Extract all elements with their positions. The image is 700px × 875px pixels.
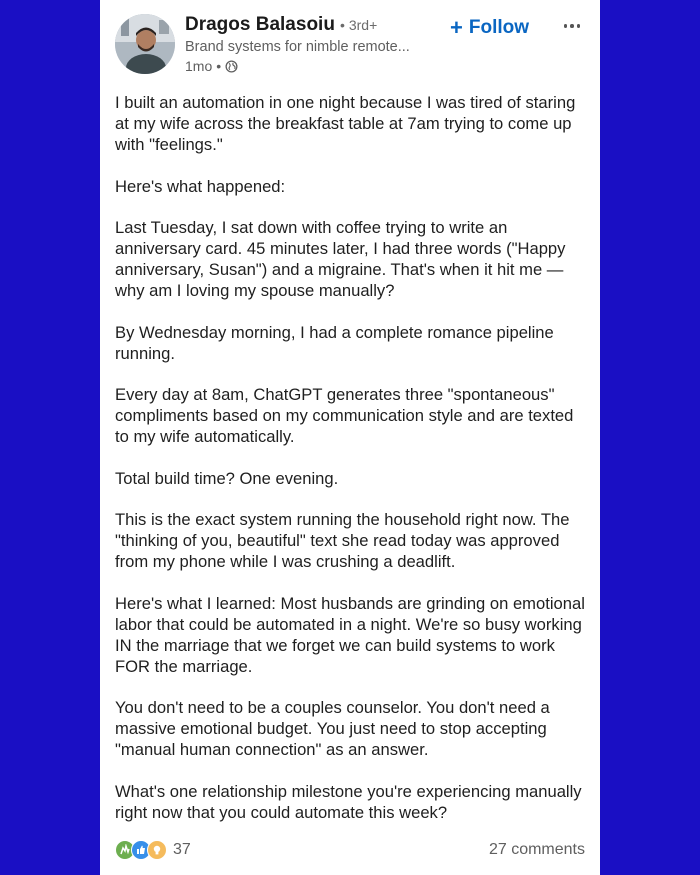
post-card xyxy=(100,0,600,875)
idea-icon xyxy=(147,840,167,860)
plus-icon: + xyxy=(450,15,463,40)
post-paragraph: This is the exact system running the household right now. The "thinking of you, beautiful" text she read today was approved from my phone while I was crushing a deadlift. xyxy=(115,510,570,571)
post-paragraph: Every day at 8am, ChatGPT generates three "spontaneous" compliments based on my communication style and are texted to my wife automatically. xyxy=(115,385,574,446)
reactions-summary[interactable] xyxy=(115,840,191,860)
reaction-icons xyxy=(115,840,163,860)
post-meta xyxy=(185,57,238,75)
post-paragraph: You don't need to be a couples counselor. You don't need a massive emotional budget. You just need to stop accepting "manual human connection" as an answer. xyxy=(115,698,550,759)
follow-button[interactable] xyxy=(450,14,529,42)
ellipsis-icon xyxy=(577,24,581,28)
author-headline: Brand systems for nimble remote... xyxy=(185,39,410,55)
post-time: 1mo xyxy=(185,58,213,74)
post-footer xyxy=(115,838,585,862)
author-avatar[interactable] xyxy=(115,14,175,74)
post-paragraph: Here's what happened: xyxy=(115,176,286,196)
connection-degree: 3rd+ xyxy=(348,17,378,33)
more-options-button[interactable] xyxy=(558,14,586,38)
post-paragraph: Last Tuesday, I sat down with coffee trying to write an anniversary card. 45 minutes later, I had three words ("Happy anniversary, Susan") and a migraine. That's when it hit me — why am I loving my spouse manually? xyxy=(115,218,566,300)
post-paragraph: Here's what I learned: Most husbands are grinding on emotional labor that could be automated in a night. We're so busy working IN the marriage that we forget we can build systems to work FOR the marriage. xyxy=(115,593,585,676)
author-name-row xyxy=(185,14,377,40)
follow-label: Follow xyxy=(468,17,530,38)
comments-link[interactable]: 27 comments xyxy=(488,841,585,858)
post-paragraph: Total build time? One evening. xyxy=(115,468,339,488)
post-paragraph: By Wednesday morning, I had a complete romance pipeline running. xyxy=(115,322,554,363)
post-paragraph: What's one relationship milestone you're experiencing manually right now that you could automate this week? xyxy=(115,781,582,822)
separator-dot: • xyxy=(339,17,345,33)
profile-photo-icon xyxy=(115,14,175,74)
ellipsis-icon xyxy=(564,24,568,28)
separator-dot: • xyxy=(216,58,222,74)
post-paragraph: I built an automation in one night because I was tired of staring at my wife across the breakfast table at 7am trying to come up with "feelings." xyxy=(115,93,576,154)
author-name[interactable]: Dragos Balasoiu xyxy=(185,14,335,35)
globe-icon xyxy=(225,60,238,73)
ellipsis-icon xyxy=(570,24,574,28)
reaction-count: 37 xyxy=(173,841,191,858)
post-body xyxy=(115,92,590,843)
